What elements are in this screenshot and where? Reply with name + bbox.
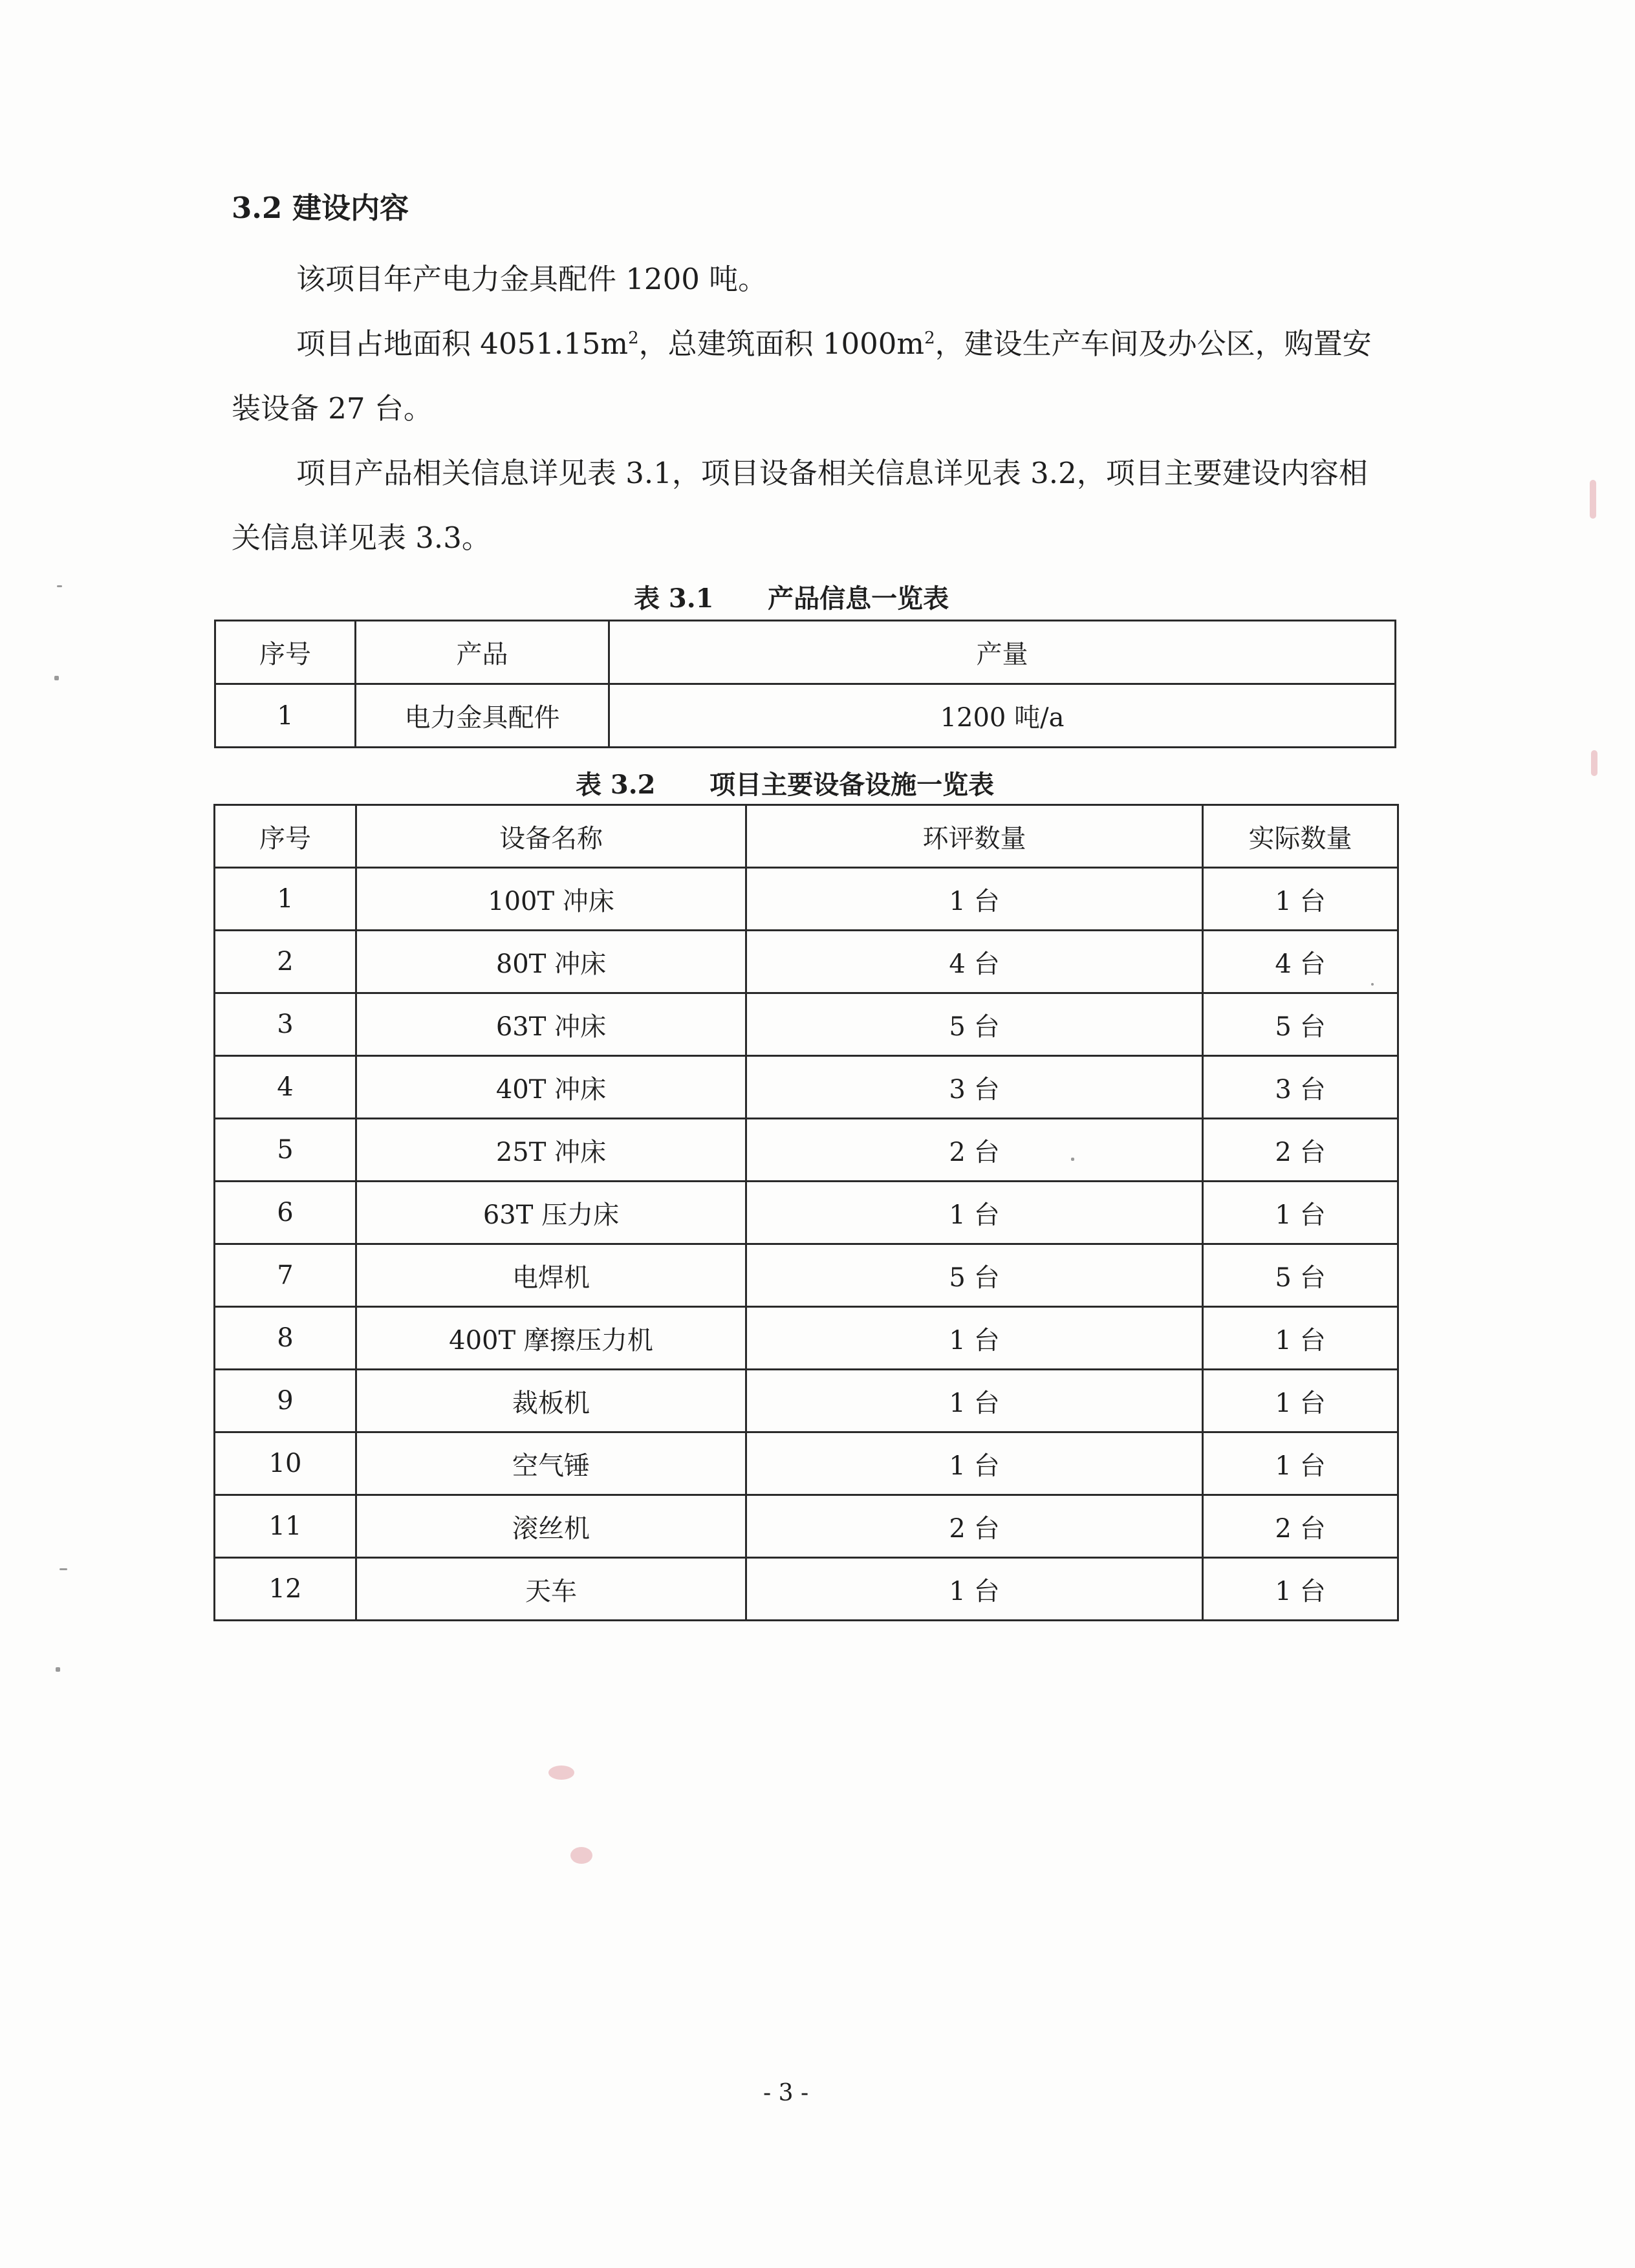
scan-speck [54,676,59,680]
table-cell: 3 [215,993,356,1056]
scan-stain [1591,750,1597,776]
table-cell: 5 [215,1119,356,1182]
area-text-b: ，总建筑面积 1000m [638,327,925,361]
table-cell: 100T 冲床 [356,868,746,931]
table-row [215,1307,1398,1370]
table-row [215,993,1398,1056]
scan-stain [1590,480,1596,519]
table-cell: 1 台 [746,1182,1203,1244]
table-cell: 11 [215,1495,356,1558]
table-cell: 4 台 [1203,931,1398,993]
area-superscript-1: 2 [628,329,639,348]
table-header-cell: 设备名称 [356,805,746,868]
table-cell: 4 台 [746,931,1203,993]
table-cell: 空气锤 [356,1432,746,1495]
section-heading: 3.2 建设内容 [232,191,409,225]
table-cell: 1 台 [1203,1182,1398,1244]
table-cell: 5 台 [746,1244,1203,1307]
table-cell: 1 [215,868,356,931]
table-header-cell: 产量 [609,621,1396,684]
table-cell: 8 [215,1307,356,1370]
table-cell: 10 [215,1432,356,1495]
table-cell: 1 台 [746,1370,1203,1432]
table-cell: 2 台 [1203,1119,1398,1182]
table-cell: 2 台 [746,1119,1203,1182]
table-row [215,1119,1398,1182]
table-row [215,1182,1398,1244]
area-superscript-2: 2 [924,329,935,348]
table-cell: 1 台 [746,1432,1203,1495]
table-row [215,1495,1398,1558]
table-cell: 电焊机 [356,1244,746,1307]
paragraph-table-references: 项目产品相关信息详见表 3.1，项目设备相关信息详见表 3.2，项目主要建设内容相关信息详见表 3.3。 [232,456,1368,555]
table-cell: 1 台 [1203,1307,1398,1370]
paragraph-area [232,312,1396,441]
table-row [215,684,1396,748]
page-number: - 3 - [763,2080,809,2106]
table-cell: 1 [215,684,356,748]
table-row [215,1244,1398,1307]
table-cell: 63T 压力床 [356,1182,746,1244]
table-cell: 9 [215,1370,356,1432]
table-cell: 2 台 [746,1495,1203,1558]
table-cell: 2 [215,931,356,993]
table-cell: 5 台 [746,993,1203,1056]
table-cell: 3 台 [746,1056,1203,1119]
table-cell: 1 台 [1203,1558,1398,1621]
table-header-cell: 环评数量 [746,805,1203,868]
scan-speck [57,585,62,587]
table-cell: 2 台 [1203,1495,1398,1558]
table-row [215,1558,1398,1621]
area-text-c: ，建设生产车间及办公区，购置安装设备 27 台。 [232,327,1372,426]
table-cell: 裁板机 [356,1370,746,1432]
table-cell: 400T 摩擦压力机 [356,1307,746,1370]
table-cell: 6 [215,1182,356,1244]
product-info-table [214,620,1396,748]
table-cell: 12 [215,1558,356,1621]
equipment-table-body [215,805,1398,1621]
table-cell: 3 台 [1203,1056,1398,1119]
table-cell: 1 台 [1203,868,1398,931]
table-cell: 40T 冲床 [356,1056,746,1119]
scan-stain [548,1766,574,1780]
table-cell: 1200 吨/a [609,684,1396,748]
table-cell: 25T 冲床 [356,1119,746,1182]
table-cell: 电力金具配件 [356,684,609,748]
table-cell: 80T 冲床 [356,931,746,993]
table-header-row [215,805,1398,868]
table-cell: 4 [215,1056,356,1119]
area-text-a: 项目占地面积 4051.15m [296,327,629,361]
table-cell: 1 台 [746,1307,1203,1370]
table-header-cell: 实际数量 [1203,805,1398,868]
scan-speck [60,1568,67,1570]
table-cell: 7 [215,1244,356,1307]
table-header-cell: 序号 [215,621,356,684]
table-cell: 1 台 [1203,1432,1398,1495]
table-cell: 5 台 [1203,1244,1398,1307]
table-cell: 1 台 [746,1558,1203,1621]
table-cell: 滚丝机 [356,1495,746,1558]
table-header-cell: 产品 [356,621,609,684]
scan-speck [56,1667,60,1672]
table-row [215,1056,1398,1119]
table1-caption: 表 3.1 产品信息一览表 [634,583,949,614]
table-row [215,868,1398,931]
table-cell: 5 台 [1203,993,1398,1056]
table-row [215,1370,1398,1432]
table-row [215,931,1398,993]
table-row [215,1432,1398,1495]
table-cell: 1 台 [1203,1370,1398,1432]
scan-stain [570,1847,592,1864]
table-header-row [215,621,1396,684]
table2-caption: 表 3.2 项目主要设备设施一览表 [576,770,995,800]
table-cell: 1 台 [746,868,1203,931]
table-cell: 天车 [356,1558,746,1621]
paragraph-annual-output: 该项目年产电力金具配件 1200 吨。 [296,262,768,296]
table-cell: 63T 冲床 [356,993,746,1056]
table-header-cell: 序号 [215,805,356,868]
equipment-table [213,804,1399,1621]
scan-speck [1371,983,1374,986]
scan-speck [1071,1158,1074,1161]
